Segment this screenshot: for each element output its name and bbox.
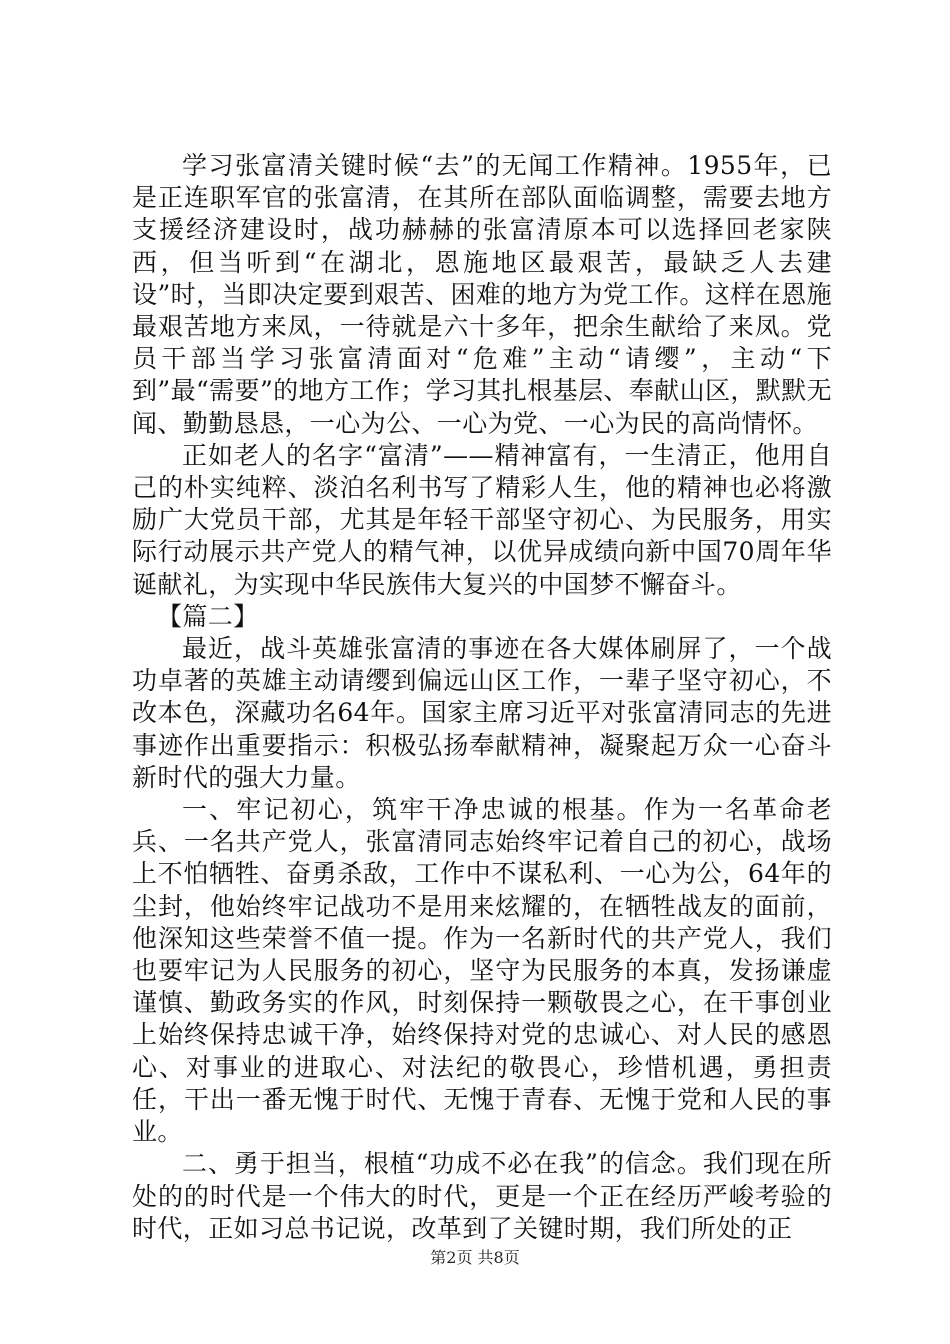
- paragraph-point-two: 二、勇于担当，根植“功成不必在我”的信念。我们现在所处的的时代是一个伟大的时代，更是一个正在经历严峻考验的时代，正如习总书记说，改革到了关键时期，我们所处的正: [132, 1149, 832, 1243]
- page-footer: 第2页 共8页: [430, 1248, 520, 1267]
- paragraph-recent-news: 最近，战斗英雄张富清的事迹在各大媒体刷屏了，一个战功卓著的英雄主动请缨到偏远山区工作，一辈子坚守初心，不改本色，深藏功名64年。国家主席习近平对张富清同志的先进事迹作出重要指示：积极弘扬奉献精神，凝聚起万众一心奋斗新时代的强大力量。: [132, 634, 832, 792]
- paragraph-name-meaning: 正如老人的名字“富清”——精神富有，一生清正，他用自己的朴实纯粹、淡泊名利书写了精彩人生，他的精神也必将激励广大党员干部，尤其是年轻干部坚守初心、为民服务，用实际行动展示共产党人的精气神，以优异成绩向新中国70周年华诞献礼，为实现中华民族伟大复兴的中国梦不懈奋斗。: [132, 440, 832, 599]
- paragraph-learning-spirit: 学习张富清关键时候“去”的无闻工作精神。1955年，已是正连职军官的张富清，在其所在部队面临调整，需要去地方支援经济建设时，战功赫赫的张富清原本可以选择回老家陕西，但当听到“在湖北，恩施地区最艰苦，最缺乏人去建设”时，当即决定要到艰苦、困难的地方为党工作。这样在恩施最艰苦地方来凤，一待就是六十多年，把余生献给了来凤。党员干部当学习张富清面对“危难”主动“请缨”，主动“下到”最“需要”的地方工作；学习其扎根基层、奉献山区，默默无闻、勤勤恳恳，一心为公、一心为党、一心为民的高尚情怀。: [132, 151, 832, 438]
- section-heading: 【篇二】: [157, 601, 259, 631]
- document-body: [132, 150, 832, 1245]
- paragraph-point-one: 一、牢记初心，筑牢干净忠诚的根基。作为一名革命老兵、一名共产党人，张富清同志始终牢记着自己的初心，战场上不怕牺牲、奋勇杀敌，工作中不谋私利、一心为公，64年的尘封，他始终牢记战功不是用来炫耀的，在牺牲战友的面前，他深知这些荣誉不值一提。作为一名新时代的共产党人，我们也要牢记为人民服务的初心，坚守为民服务的本真，发扬谦虚谨慎、勤政务实的作风，时刻保持一颗敬畏之心，在干事创业上始终保持忠诚干净，始终保持对党的忠诚心、对人民的感恩心、对事业的进取心、对法纪的敬畏心，珍惜机遇，勇担责任，干出一番无愧于时代、无愧于青春、无愧于党和人民的事业。: [132, 795, 832, 1147]
